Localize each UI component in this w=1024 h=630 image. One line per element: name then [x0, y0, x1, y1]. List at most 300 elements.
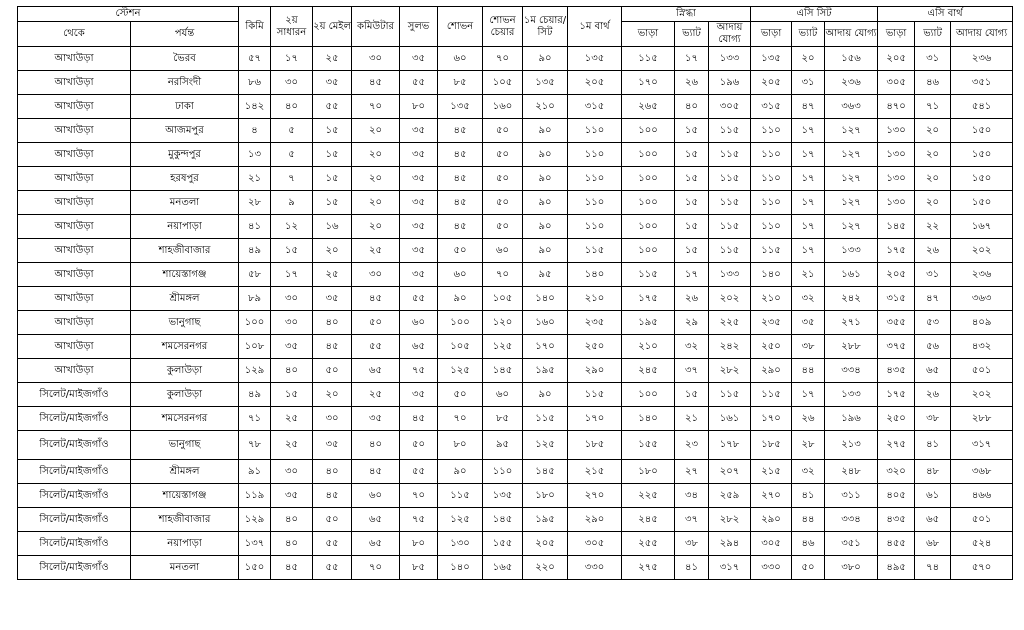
from-station-cell: আখাউড়া: [18, 239, 131, 263]
sulav-cell: ৫০: [400, 431, 438, 460]
from-station-cell: আখাউড়া: [18, 287, 131, 311]
to-station-cell: শ্রীমঙ্গল: [131, 460, 239, 484]
station-header: স্টেশন: [18, 7, 239, 22]
to-station-cell: শমসেরনগর: [131, 407, 239, 431]
shovon-chair-cell: ৬০: [483, 239, 523, 263]
fare-table-sheet: [17, 6, 1012, 580]
first-berth-cell: ২৯০: [568, 508, 622, 532]
snigdha-payable-cell: ২৮২: [709, 508, 751, 532]
sulav-cell: ৫৫: [400, 71, 438, 95]
second-mail-cell: ৩৫: [313, 431, 352, 460]
ac-seat-payable-cell: ১২৭: [825, 119, 878, 143]
km-cell: ৮৯: [239, 287, 271, 311]
km-cell: ১৩৭: [239, 532, 271, 556]
ac-berth-vat-cell: ৪৮: [915, 460, 951, 484]
ac-berth-payable-cell: ২৮৮: [951, 407, 1013, 431]
ac-berth-payable-cell: ২৩৬: [951, 47, 1013, 71]
ac-berth-fare-cell: ২৭৫: [878, 431, 915, 460]
shovon-cell: ১৪০: [438, 556, 483, 580]
ac-berth-vat-cell: ৭১: [915, 95, 951, 119]
first-chair-seat-cell: ৯০: [523, 191, 568, 215]
commuter-cell: ৪৫: [352, 460, 400, 484]
ac-berth-payable-cell: ২০২: [951, 239, 1013, 263]
shovon-chair-cell: ৯৫: [483, 431, 523, 460]
snigdha-payable-cell: ২০২: [709, 287, 751, 311]
ac-seat-fare-cell: ১৩৫: [751, 47, 792, 71]
ac-seat-fare-cell: ১১০: [751, 215, 792, 239]
snigdha-fare-cell: ১৭৫: [622, 287, 675, 311]
snigdha-payable-cell: ১১৫: [709, 215, 751, 239]
table-row: [18, 383, 1013, 407]
second-mail-cell: ৩৫: [313, 287, 352, 311]
from-station-cell: আখাউড়া: [18, 215, 131, 239]
first-berth-header: ১ম বার্থ: [568, 7, 622, 47]
first-berth-cell: ১১৫: [568, 239, 622, 263]
commuter-cell: ৭০: [352, 556, 400, 580]
ac-seat-payable-cell: ৩১১: [825, 484, 878, 508]
commuter-cell: ৪৫: [352, 287, 400, 311]
sulav-cell: ৮৫: [400, 556, 438, 580]
ac-seat-fare-cell: ১১০: [751, 167, 792, 191]
sulav-cell: ৩৫: [400, 167, 438, 191]
from-station-cell: আখাউড়া: [18, 143, 131, 167]
snigdha-payable-cell: ৩০৫: [709, 95, 751, 119]
ac-berth-fare-cell: ৪০৫: [878, 484, 915, 508]
sulav-cell: ৫৫: [400, 287, 438, 311]
table-row: [18, 335, 1013, 359]
second-general-cell: ১৭: [271, 263, 313, 287]
from-station-cell: সিলেট/মাইজগাঁও: [18, 383, 131, 407]
snigdha-vat-cell: ১৫: [675, 143, 709, 167]
second-mail-cell: ২৫: [313, 47, 352, 71]
ac-seat-fare-cell: ১১০: [751, 143, 792, 167]
sulav-cell: ৫৫: [400, 460, 438, 484]
shovon-chair-cell: ১৫৫: [483, 532, 523, 556]
second-general-header: ২য় সাধারন: [271, 7, 313, 47]
ac-seat-payable-cell: ২৭১: [825, 311, 878, 335]
to-station-cell: হরষপুর: [131, 167, 239, 191]
km-cell: ১৩: [239, 143, 271, 167]
ac-seat-vat-cell: ৪৬: [792, 532, 825, 556]
shovon-chair-cell: ৫০: [483, 143, 523, 167]
km-cell: ৭৮: [239, 431, 271, 460]
shovon-cell: ৫০: [438, 383, 483, 407]
snigdha-payable-cell: ১৯৬: [709, 71, 751, 95]
sulav-header: সুলভ: [400, 7, 438, 47]
ac-seat-fare-cell: ১১৫: [751, 383, 792, 407]
ac-seat-payable-cell: ৩৮০: [825, 556, 878, 580]
table-row: [18, 71, 1013, 95]
shovon-chair-cell: ১১০: [483, 460, 523, 484]
second-general-cell: ৪০: [271, 359, 313, 383]
commuter-cell: ২০: [352, 167, 400, 191]
first-berth-cell: ১৭০: [568, 407, 622, 431]
first-chair-seat-cell: ৯০: [523, 383, 568, 407]
snigdha-vat-header: ভ্যাট: [675, 22, 709, 47]
shovon-cell: ১২৫: [438, 359, 483, 383]
ac-seat-vat-cell: ১৭: [792, 191, 825, 215]
shovon-chair-cell: ১৪৫: [483, 508, 523, 532]
from-station-cell: আখাউড়া: [18, 167, 131, 191]
ac-berth-payable-cell: ৪৩২: [951, 335, 1013, 359]
first-chair-seat-cell: ৯০: [523, 215, 568, 239]
table-row: [18, 311, 1013, 335]
to-station-cell: শমসেরনগর: [131, 335, 239, 359]
commuter-cell: ২০: [352, 191, 400, 215]
shovon-chair-cell: ১৪৫: [483, 359, 523, 383]
table-row: [18, 556, 1013, 580]
table-row: [18, 263, 1013, 287]
from-station-cell: সিলেট/মাইজগাঁও: [18, 484, 131, 508]
table-row: [18, 359, 1013, 383]
ac-seat-payable-cell: ১২৭: [825, 143, 878, 167]
second-general-cell: ৯: [271, 191, 313, 215]
ac-seat-fare-cell: ৩১৫: [751, 95, 792, 119]
first-berth-cell: ২৩৫: [568, 311, 622, 335]
snigdha-vat-cell: ১৭: [675, 263, 709, 287]
ac-seat-vat-cell: ১৭: [792, 143, 825, 167]
ac-seat-payable-cell: ১৫৬: [825, 47, 878, 71]
second-mail-header: ২য় মেইল: [313, 7, 352, 47]
ac-seat-payable-cell: ১৬১: [825, 263, 878, 287]
second-mail-cell: ৫০: [313, 359, 352, 383]
ac-berth-vat-cell: ৬৫: [915, 359, 951, 383]
snigdha-vat-cell: ৩৪: [675, 484, 709, 508]
km-cell: ১২৯: [239, 508, 271, 532]
to-station-cell: মুকুন্দপুর: [131, 143, 239, 167]
second-general-cell: ৪০: [271, 95, 313, 119]
commuter-header: কমিউটার: [352, 7, 400, 47]
snigdha-vat-cell: ৩৮: [675, 532, 709, 556]
second-mail-cell: ৩০: [313, 407, 352, 431]
table-row: [18, 95, 1013, 119]
ac-seat-vat-cell: ১৭: [792, 383, 825, 407]
shovon-cell: ১২৫: [438, 508, 483, 532]
ac-seat-vat-cell: ২০: [792, 47, 825, 71]
commuter-cell: ২৫: [352, 239, 400, 263]
snigdha-fare-cell: ২৬৫: [622, 95, 675, 119]
sulav-cell: ৮০: [400, 95, 438, 119]
second-general-cell: ৪০: [271, 532, 313, 556]
first-chair-seat-cell: ১১৫: [523, 407, 568, 431]
shovon-cell: ৪৫: [438, 191, 483, 215]
to-station-cell: নরসিংদী: [131, 71, 239, 95]
km-cell: ৫৭: [239, 47, 271, 71]
ac-seat-payable-cell: ২৩৬: [825, 71, 878, 95]
shovon-cell: ৯০: [438, 460, 483, 484]
ac-seat-fare-cell: ১১৫: [751, 239, 792, 263]
first-chair-seat-cell: ১৪০: [523, 287, 568, 311]
commuter-cell: ৭০: [352, 95, 400, 119]
shovon-cell: ৪৫: [438, 167, 483, 191]
snigdha-vat-cell: ৩২: [675, 335, 709, 359]
ac-berth-fare-cell: ৪৭০: [878, 95, 915, 119]
km-cell: ১১৯: [239, 484, 271, 508]
snigdha-fare-cell: ১০০: [622, 215, 675, 239]
commuter-cell: ৬৫: [352, 532, 400, 556]
table-row: [18, 407, 1013, 431]
to-station-cell: নয়াপাড়া: [131, 532, 239, 556]
snigdha-payable-cell: ১১৫: [709, 167, 751, 191]
shovon-cell: ৫০: [438, 239, 483, 263]
km-cell: ১৫০: [239, 556, 271, 580]
km-cell: ৭১: [239, 407, 271, 431]
km-cell: ২৮: [239, 191, 271, 215]
km-cell: ১২৯: [239, 359, 271, 383]
km-cell: ৪৯: [239, 383, 271, 407]
ac-berth-fare-cell: ১৭৫: [878, 239, 915, 263]
ac-seat-payable-cell: ২৪২: [825, 287, 878, 311]
commuter-cell: ২৫: [352, 383, 400, 407]
table-row: [18, 191, 1013, 215]
shovon-chair-header: শোভন চেয়ার: [483, 7, 523, 47]
ac-seat-payable-cell: ৩৬৩: [825, 95, 878, 119]
ac-berth-fare-cell: ৩১৫: [878, 287, 915, 311]
sulav-cell: ৭৫: [400, 359, 438, 383]
snigdha-fare-cell: ১১৫: [622, 47, 675, 71]
first-berth-cell: ৩১৫: [568, 95, 622, 119]
snigdha-fare-header: ভাড়া: [622, 22, 675, 47]
from-station-cell: সিলেট/মাইজগাঁও: [18, 532, 131, 556]
from-station-cell: আখাউড়া: [18, 359, 131, 383]
ac-berth-payable-cell: ৫৪১: [951, 95, 1013, 119]
ac-seat-payable-cell: ১৩৩: [825, 239, 878, 263]
shovon-chair-cell: ৮৫: [483, 407, 523, 431]
snigdha-vat-cell: ২৬: [675, 71, 709, 95]
first-chair-seat-cell: ৯০: [523, 47, 568, 71]
shovon-chair-cell: ৬০: [483, 383, 523, 407]
snigdha-fare-cell: ১০০: [622, 143, 675, 167]
second-general-cell: ৩০: [271, 311, 313, 335]
ac-berth-fare-cell: ৩৫৫: [878, 311, 915, 335]
second-mail-cell: ৪৫: [313, 335, 352, 359]
first-berth-cell: ২১০: [568, 287, 622, 311]
shovon-cell: ১১৫: [438, 484, 483, 508]
snigdha-payable-cell: ১১৫: [709, 191, 751, 215]
first-chair-seat-cell: ১৮০: [523, 484, 568, 508]
ac-seat-vat-cell: ৩৫: [792, 311, 825, 335]
sulav-cell: ৭৫: [400, 508, 438, 532]
snigdha-fare-cell: ১০০: [622, 191, 675, 215]
ac-berth-payable-cell: ৩৬৮: [951, 460, 1013, 484]
ac-berth-vat-cell: ২৬: [915, 383, 951, 407]
snigdha-payable-cell: ২৫৯: [709, 484, 751, 508]
ac-seat-payable-header: আদায় যোগ্য: [825, 22, 878, 47]
snigdha-payable-cell: ১১৫: [709, 239, 751, 263]
from-station-cell: আখাউড়া: [18, 71, 131, 95]
ac-berth-fare-cell: ৪৩৫: [878, 508, 915, 532]
from-station-cell: আখাউড়া: [18, 311, 131, 335]
km-cell: ১০৮: [239, 335, 271, 359]
ac-berth-vat-cell: ৬১: [915, 484, 951, 508]
second-mail-cell: ১৬: [313, 215, 352, 239]
first-berth-cell: ২৯০: [568, 359, 622, 383]
second-mail-cell: ১৫: [313, 143, 352, 167]
km-cell: ২১: [239, 167, 271, 191]
shovon-chair-cell: ১২৫: [483, 335, 523, 359]
first-chair-seat-cell: ১৯৫: [523, 508, 568, 532]
second-general-cell: ৩৫: [271, 484, 313, 508]
ac-berth-fare-cell: ১৪৫: [878, 215, 915, 239]
second-mail-cell: ১৫: [313, 119, 352, 143]
second-mail-cell: ৫৫: [313, 532, 352, 556]
ac-berth-fare-cell: ৪৩৫: [878, 359, 915, 383]
first-chair-seat-cell: ২১০: [523, 95, 568, 119]
ac-berth-vat-cell: ৩৮: [915, 407, 951, 431]
sulav-cell: ৩৫: [400, 239, 438, 263]
ac-seat-fare-cell: ২৯০: [751, 508, 792, 532]
ac-seat-payable-cell: ১৩৩: [825, 383, 878, 407]
snigdha-header: স্নিগ্ধা: [622, 7, 751, 22]
sulav-cell: ৪৫: [400, 407, 438, 431]
ac-berth-fare-cell: ৩২০: [878, 460, 915, 484]
ac-seat-vat-cell: ২১: [792, 263, 825, 287]
to-station-cell: ভানুগাছ: [131, 431, 239, 460]
second-general-cell: ২৫: [271, 431, 313, 460]
to-station-cell: কুলাউড়া: [131, 359, 239, 383]
first-chair-seat-cell: ৯৫: [523, 263, 568, 287]
snigdha-vat-cell: ৪০: [675, 95, 709, 119]
snigdha-vat-cell: ১৭: [675, 47, 709, 71]
table-row: [18, 532, 1013, 556]
first-berth-cell: ১৮৫: [568, 431, 622, 460]
ac-berth-vat-cell: ৫৬: [915, 335, 951, 359]
ac-seat-payable-cell: ১২৭: [825, 215, 878, 239]
first-berth-cell: ১১০: [568, 215, 622, 239]
commuter-cell: ৬০: [352, 484, 400, 508]
snigdha-vat-cell: ২৭: [675, 460, 709, 484]
to-station-cell: মনতলা: [131, 191, 239, 215]
ac-seat-fare-cell: ১১০: [751, 191, 792, 215]
first-chair-seat-cell: ২২০: [523, 556, 568, 580]
commuter-cell: ৫০: [352, 311, 400, 335]
snigdha-fare-cell: ২৪৫: [622, 359, 675, 383]
sulav-cell: ৬০: [400, 311, 438, 335]
commuter-cell: ৬৫: [352, 508, 400, 532]
from-station-cell: আখাউড়া: [18, 95, 131, 119]
ac-seat-vat-cell: ৩২: [792, 460, 825, 484]
shovon-cell: ৬০: [438, 47, 483, 71]
snigdha-fare-cell: ১৮০: [622, 460, 675, 484]
snigdha-payable-cell: ১৩৩: [709, 263, 751, 287]
ac-seat-fare-cell: ১৮৫: [751, 431, 792, 460]
commuter-cell: ৫৫: [352, 335, 400, 359]
sulav-cell: ৭০: [400, 484, 438, 508]
snigdha-payable-cell: ১১৫: [709, 383, 751, 407]
ac-berth-payable-cell: ৩৬৩: [951, 287, 1013, 311]
shovon-chair-cell: ১২০: [483, 311, 523, 335]
ac-berth-vat-cell: ৬৮: [915, 532, 951, 556]
commuter-cell: ২০: [352, 215, 400, 239]
ac-berth-vat-cell: ৪৬: [915, 71, 951, 95]
snigdha-payable-cell: ১১৫: [709, 119, 751, 143]
second-general-cell: ১৫: [271, 239, 313, 263]
to-station-cell: শ্রীমঙ্গল: [131, 287, 239, 311]
from-station-cell: সিলেট/মাইজগাঁও: [18, 508, 131, 532]
sulav-cell: ৬৫: [400, 335, 438, 359]
table-row: [18, 47, 1013, 71]
second-mail-cell: ৪০: [313, 311, 352, 335]
ac-berth-fare-header: ভাড়া: [878, 22, 915, 47]
ac-berth-vat-cell: ৭৪: [915, 556, 951, 580]
shovon-chair-cell: ৫০: [483, 215, 523, 239]
ac-seat-vat-cell: ৪১: [792, 484, 825, 508]
to-station-cell: ভৈরব: [131, 47, 239, 71]
second-mail-cell: ২৫: [313, 263, 352, 287]
from-station-cell: আখাউড়া: [18, 335, 131, 359]
shovon-cell: ১০৫: [438, 335, 483, 359]
ac-seat-vat-cell: ৪৭: [792, 95, 825, 119]
snigdha-fare-cell: ২২৫: [622, 484, 675, 508]
ac-seat-vat-cell: ১৭: [792, 167, 825, 191]
snigdha-vat-cell: ১৫: [675, 239, 709, 263]
to-station-cell: শাহজীবাজার: [131, 239, 239, 263]
commuter-cell: ৩০: [352, 47, 400, 71]
shovon-cell: ৯০: [438, 287, 483, 311]
second-general-cell: ৩০: [271, 460, 313, 484]
snigdha-fare-cell: ১০০: [622, 119, 675, 143]
first-berth-cell: ১১৫: [568, 383, 622, 407]
second-general-cell: ৪০: [271, 508, 313, 532]
second-general-cell: ৫: [271, 119, 313, 143]
from-station-cell: সিলেট/মাইজগাঁও: [18, 431, 131, 460]
first-chair-seat-cell: ১৬০: [523, 311, 568, 335]
commuter-cell: ৬৫: [352, 359, 400, 383]
table-row: [18, 239, 1013, 263]
ac-seat-payable-cell: ২১৩: [825, 431, 878, 460]
shovon-cell: ৪৫: [438, 215, 483, 239]
snigdha-fare-cell: ১০০: [622, 239, 675, 263]
first-berth-cell: ২০৫: [568, 71, 622, 95]
ac-berth-payable-cell: ৩৫১: [951, 71, 1013, 95]
ac-berth-payable-cell: ৪৬৬: [951, 484, 1013, 508]
second-mail-cell: ৪০: [313, 460, 352, 484]
snigdha-payable-cell: ১৩৩: [709, 47, 751, 71]
second-mail-cell: ২০: [313, 239, 352, 263]
second-mail-cell: ২০: [313, 383, 352, 407]
ac-berth-payable-cell: ১৫০: [951, 119, 1013, 143]
second-general-cell: ২৫: [271, 407, 313, 431]
ac-berth-payable-cell: ৪০৯: [951, 311, 1013, 335]
snigdha-fare-cell: ২৪৫: [622, 508, 675, 532]
km-cell: ৪১: [239, 215, 271, 239]
first-chair-seat-cell: ৯০: [523, 239, 568, 263]
snigdha-fare-cell: ২১০: [622, 335, 675, 359]
snigdha-fare-cell: ২৭৫: [622, 556, 675, 580]
ac-berth-vat-cell: ২৬: [915, 239, 951, 263]
snigdha-fare-cell: ১০০: [622, 167, 675, 191]
snigdha-vat-cell: ২১: [675, 407, 709, 431]
from-station-cell: আখাউড়া: [18, 191, 131, 215]
ac-seat-header: এসি সিট: [751, 7, 878, 22]
snigdha-vat-cell: ১৫: [675, 383, 709, 407]
snigdha-vat-cell: ১৫: [675, 215, 709, 239]
km-cell: ৮৬: [239, 71, 271, 95]
ac-seat-fare-cell: ২১০: [751, 287, 792, 311]
snigdha-vat-cell: ১৫: [675, 191, 709, 215]
shovon-cell: ১৩০: [438, 532, 483, 556]
shovon-chair-cell: ৭০: [483, 47, 523, 71]
second-mail-cell: ৫০: [313, 508, 352, 532]
table-row: [18, 460, 1013, 484]
ac-seat-vat-cell: ১৭: [792, 239, 825, 263]
ac-seat-payable-cell: ১২৭: [825, 167, 878, 191]
ac-berth-vat-cell: ২০: [915, 119, 951, 143]
ac-seat-fare-cell: ৩৩০: [751, 556, 792, 580]
first-berth-cell: ২১৫: [568, 460, 622, 484]
snigdha-vat-cell: ১৫: [675, 119, 709, 143]
snigdha-vat-cell: ৩৭: [675, 359, 709, 383]
